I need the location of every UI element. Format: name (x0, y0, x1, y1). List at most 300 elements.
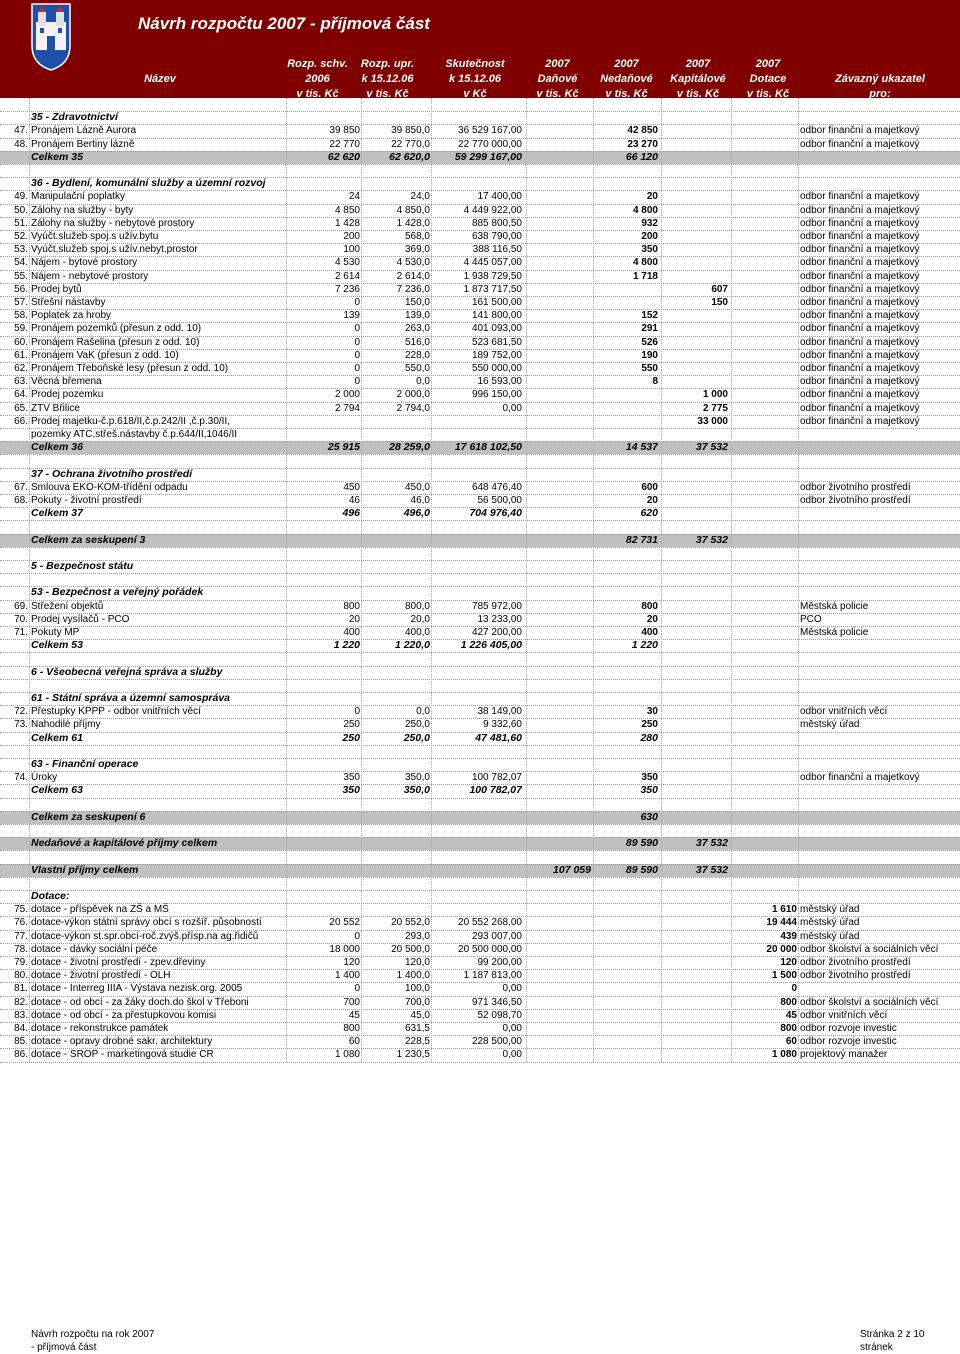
section-header-row (0, 758, 960, 771)
cell-neda: 30 (646, 706, 658, 718)
cell-n: 79. (14, 957, 28, 968)
cell-zav: městský úřad (800, 917, 860, 929)
cell-zav: městský úřad (800, 930, 860, 942)
row-divider (0, 798, 960, 799)
cell-skut: 59 299 167,00 (454, 150, 522, 163)
column-header-line: 2006 (305, 73, 330, 85)
cell-zav: odbor rozvoje investic (800, 1036, 897, 1048)
cell-upr: 2 000,0 (396, 389, 430, 401)
cell-zav: odbor finanční a majetkový (800, 336, 920, 348)
cell-schv: 100 (343, 244, 360, 256)
column-header-schv (285, 57, 350, 102)
spacer-row (0, 164, 960, 177)
row-divider (0, 560, 960, 561)
cell-schv: 0 (354, 930, 360, 942)
cell-neda: 350 (641, 772, 658, 784)
cell-upr: 20,0 (410, 613, 430, 625)
column-header-nazev (125, 57, 195, 102)
row-divider (0, 375, 960, 376)
cell-skut: 9 332,60 (483, 719, 522, 731)
cell-zav: odbor finanční a majetkový (800, 402, 920, 414)
section-header-row (0, 666, 960, 679)
row-divider (0, 494, 960, 495)
cell-upr: 263,0 (404, 323, 430, 335)
section-header-row (0, 586, 960, 599)
spacer-row (0, 547, 960, 560)
cell-schv: 18 000 (329, 943, 360, 955)
row-divider (0, 758, 960, 759)
total-row (0, 837, 960, 850)
cell-name: dotace - SROP - marketingová studie CR (31, 1049, 214, 1061)
row-divider (0, 586, 960, 587)
row-divider (0, 837, 960, 838)
cell-schv: 7 236 (334, 283, 360, 295)
cell-name: Zálohy na služby - nebytové prostory (31, 217, 195, 229)
section-header-row (0, 111, 960, 124)
cell-zav: PCO (800, 613, 822, 625)
cell-neda: 526 (641, 336, 658, 348)
table-row (0, 956, 960, 969)
table-row (0, 336, 960, 349)
row-divider (0, 626, 960, 627)
column-header-line: pro: (869, 88, 891, 100)
column-divider (798, 98, 799, 1062)
table-row (0, 217, 960, 230)
cell-neda: 350 (640, 784, 658, 797)
cell-name: Prodej pozemku (31, 389, 104, 401)
column-divider (431, 98, 432, 1062)
cell-upr: 350,0 (404, 772, 430, 784)
cell-dot: 1 500 (771, 970, 797, 982)
cell-neda: 200 (641, 231, 658, 242)
table-row (0, 943, 960, 956)
cell-neda: 1 718 (632, 270, 658, 282)
row-divider (0, 388, 960, 389)
cell-schv: 4 850 (334, 204, 360, 216)
table-row (0, 256, 960, 269)
cell-schv: 60 (348, 1036, 360, 1048)
footer-right (860, 1328, 924, 1354)
table-row (0, 362, 960, 375)
cell-n: 81. (14, 983, 28, 995)
spacer-row (0, 679, 960, 692)
column-header-line: 2007 (685, 58, 711, 70)
cell-skut: 20 500 000,00 (458, 943, 522, 955)
cell-neda: 350 (641, 244, 658, 256)
cell-neda: 800 (641, 600, 658, 612)
row-divider (0, 138, 960, 139)
row-divider (0, 771, 960, 772)
cell-n: 84. (14, 1023, 28, 1034)
cell-schv: 2 000 (334, 389, 360, 401)
column-header-line: Daňové (537, 73, 578, 85)
cell-upr: 1 220,0 (394, 639, 430, 652)
cell-schv: 350 (343, 772, 360, 784)
cell-n: 49. (14, 191, 28, 203)
row-divider (0, 890, 960, 891)
cell-n: 47. (14, 125, 28, 137)
total-row (0, 534, 960, 547)
cell-neda: 152 (641, 310, 658, 322)
cell-zav: odbor finanční a majetkový (800, 415, 920, 427)
row-divider (0, 864, 960, 865)
table-row (0, 402, 960, 415)
cell-upr: 22 770,0 (391, 138, 430, 150)
row-divider (0, 1035, 960, 1036)
cell-upr: 1 400,0 (396, 970, 430, 982)
cell-n: 63. (14, 376, 28, 388)
row-divider (0, 256, 960, 257)
cell-name: Vlastní příjmy celkem (31, 863, 139, 876)
row-divider (0, 481, 960, 482)
spacer-row (0, 877, 960, 890)
cell-neda: 8 (652, 376, 658, 388)
spacer-row (0, 850, 960, 863)
cell-upr: 0,0 (416, 376, 430, 388)
cell-name: Pronájem pozemků (přesun z odd. 10) (31, 323, 202, 335)
column-header-line: 2007 (614, 58, 639, 70)
cell-skut: 17 400,00 (477, 191, 522, 203)
footer-doc-name: Návrh rozpočtu na rok 2007 (31, 1329, 155, 1340)
row-divider (0, 903, 960, 904)
cell-n: 69. (14, 600, 28, 612)
total-row (0, 441, 960, 454)
cell-upr: 800,0 (404, 600, 430, 612)
cell-name: dotace - od obcí - za žáky doch.do škol v Třeboni (31, 996, 249, 1008)
cell-neda: 20 (646, 191, 658, 203)
table-row (0, 124, 960, 137)
cell-upr: 7 236,0 (396, 283, 430, 295)
table-row (0, 415, 960, 428)
table-row (0, 771, 960, 784)
column-header-line: Rozp. upr. (360, 58, 415, 70)
cell-skut: 971 346,50 (471, 996, 522, 1008)
cell-schv: 800 (343, 600, 360, 612)
column-divider (593, 98, 594, 1062)
cell-schv: 24 (348, 191, 360, 203)
cell-upr: 62 620,0 (389, 150, 430, 163)
cell-upr: 550,0 (404, 363, 430, 374)
cell-dot: 439 (780, 930, 797, 942)
cell-n: 68. (14, 495, 28, 506)
cell-n: 82. (14, 996, 28, 1008)
cell-skut: 99 200,00 (477, 957, 522, 968)
cell-name: dotace-výkon státní správy obcí s rozšíř. působností (31, 917, 262, 929)
cell-zav: městský úřad (800, 719, 860, 731)
cell-schv: 0 (354, 983, 360, 995)
cell-kap: 37 532 (695, 837, 728, 850)
cell-dot: 1 080 (771, 1049, 797, 1061)
cell-name: Prodej vysílačů - PCO (31, 613, 130, 625)
cell-schv: 450 (343, 481, 360, 493)
cell-name: dotace - dávky sociální péče (31, 943, 158, 955)
cell-dan: 107 059 (553, 863, 591, 876)
cell-name: Zálohy na služby - byty (31, 204, 134, 216)
row-divider (0, 732, 960, 733)
cell-schv: 45 (348, 1009, 360, 1021)
cell-n: 58. (14, 310, 28, 322)
cell-upr: 139,0 (404, 310, 430, 322)
column-header-line (125, 57, 195, 72)
cell-upr: 4 850,0 (396, 204, 430, 216)
row-divider (0, 441, 960, 442)
column-header-line (820, 57, 940, 72)
row-divider (0, 204, 960, 205)
cell-upr: 20 552,0 (391, 917, 430, 929)
spacer-row (0, 652, 960, 665)
cell-upr: 369,0 (404, 244, 430, 256)
cell-skut: 885 800,50 (471, 217, 522, 229)
cell-zav: odbor finanční a majetkový (800, 772, 920, 784)
cell-zav: odbor finanční a majetkový (800, 310, 920, 322)
cell-schv: 0 (354, 323, 360, 335)
cell-kap: 37 532 (695, 441, 728, 454)
row-divider (0, 534, 960, 535)
cell-dot: 20 000 (766, 943, 797, 955)
row-divider (0, 784, 960, 785)
table-row (0, 283, 960, 296)
column-header-upr (355, 57, 420, 102)
cell-neda: 14 537 (625, 441, 658, 454)
cell-upr: 450,0 (404, 481, 430, 493)
cell-name: Vyúčt.služeb spoj.s užív.bytu (31, 231, 159, 242)
cell-neda: 400 (641, 627, 658, 638)
cell-dot: 60 (785, 1036, 797, 1048)
row-divider (0, 402, 960, 403)
cell-skut: 22 770 000,00 (458, 138, 522, 150)
row-divider (0, 547, 960, 548)
cell-skut: 13 233,00 (477, 613, 522, 625)
cell-name: 6 - Všeobecná veřejná správa a služby (31, 665, 223, 678)
cell-schv: 0 (354, 297, 360, 308)
cell-skut: 47 481,60 (475, 731, 522, 744)
cell-name: Pronájem Třeboňské lesy (přesun z odd. 10) (31, 363, 229, 374)
cell-skut: 704 976,40 (469, 507, 522, 520)
row-divider (0, 639, 960, 640)
cell-schv: 20 552 (329, 917, 360, 929)
cell-zav: odbor finanční a majetkový (800, 363, 920, 374)
cell-zav: odbor finanční a majetkový (800, 244, 920, 256)
column-header-line: k 15.12.06 (361, 73, 414, 85)
cell-name: dotace - rekonstrukce památek (31, 1023, 169, 1034)
cell-upr: 1 230,5 (396, 1049, 430, 1061)
row-divider (0, 243, 960, 244)
table-row (0, 375, 960, 388)
cell-zav: odbor finanční a majetkový (800, 376, 920, 388)
column-divider (29, 98, 30, 1062)
cell-schv: 2 794 (334, 402, 360, 414)
table-row (0, 705, 960, 718)
cell-skut: 1 226 405,00 (460, 639, 522, 652)
row-divider (0, 982, 960, 983)
cell-skut: 1 187 813,00 (463, 970, 522, 982)
cell-name: Nájem - bytové prostory (31, 257, 138, 269)
header-banner (0, 0, 960, 98)
cell-name: Celkem 53 (31, 639, 83, 652)
row-divider (0, 124, 960, 125)
cell-zav: odbor vnitřních věcí (800, 706, 888, 718)
row-divider (0, 652, 960, 653)
cell-kap: 1 000 (702, 389, 728, 401)
row-divider (0, 415, 960, 416)
column-header-line: v tis. Kč (296, 88, 339, 100)
cell-n: 52. (14, 231, 28, 242)
cell-name: Celkem 61 (31, 731, 83, 744)
cell-n: 67. (14, 481, 28, 493)
cell-n: 54. (14, 257, 28, 269)
cell-dot: 0 (791, 983, 797, 995)
cell-name: Poplatek za hroby (31, 310, 112, 322)
row-divider (0, 916, 960, 917)
cell-name: Celkem 37 (31, 507, 83, 520)
cell-skut: 996 150,00 (471, 389, 522, 401)
cell-name: dotace - příspěvek na ZŠ a MŠ (31, 904, 169, 916)
cell-upr: 24,0 (410, 191, 430, 203)
cell-name: Nahodilé příjmy (31, 719, 101, 731)
cell-n: 56. (14, 283, 28, 295)
cell-upr: 293,0 (404, 930, 430, 942)
column-header-line: Název (144, 73, 176, 85)
cell-neda: 630 (640, 810, 658, 823)
row-divider (0, 666, 960, 667)
section-header-row (0, 177, 960, 190)
cell-zav: projektový manažer (800, 1049, 888, 1061)
row-divider (0, 969, 960, 970)
total-row (0, 507, 960, 520)
cell-name: 37 - Ochrana životního prostředí (31, 467, 193, 480)
row-divider (0, 111, 960, 112)
column-header-zav (820, 57, 940, 102)
table-row (0, 190, 960, 203)
column-header-line: Dotace (749, 73, 787, 85)
cell-name: Pronájem Bertiny lázně (31, 138, 135, 150)
cell-schv: 496 (342, 507, 360, 520)
cell-name: Prodej bytů (31, 283, 82, 295)
cell-name: dotace - Interreg IIIA - Výstava nezisk.org. 2005 (31, 983, 243, 995)
column-header-dan (530, 57, 585, 102)
cell-skut: 0,00 (502, 1023, 522, 1034)
cell-kap: 607 (711, 283, 728, 295)
column-divider (526, 98, 527, 1062)
row-divider (0, 177, 960, 178)
cell-neda: 620 (640, 507, 658, 520)
table-row (0, 230, 960, 243)
cell-name: Celkem 63 (31, 784, 83, 797)
cell-neda: 600 (641, 481, 658, 493)
section-header-row (0, 560, 960, 573)
table-row (0, 1022, 960, 1035)
cell-name: dotace - životní prostředí - zpev.dřeviny (31, 957, 206, 968)
cell-schv: 120 (343, 957, 360, 968)
total-row (0, 639, 960, 652)
cell-dot: 19 444 (766, 917, 797, 929)
cell-skut: 16 593,00 (477, 376, 522, 388)
cell-name: dotace-výkon st.spr.obcí-roč.zvýš.přísp.na ag.řidičů (31, 930, 259, 942)
cell-zav: odbor finanční a majetkový (800, 138, 920, 150)
cell-n: 51. (14, 217, 28, 229)
cell-skut: 38 149,00 (477, 706, 522, 718)
cell-name: Smlouva EKO-KOM-třídění odpadu (31, 481, 188, 493)
cell-zav: odbor vnitřních věcí (800, 1009, 888, 1021)
total-row (0, 151, 960, 164)
cell-upr: 1 428,0 (396, 217, 430, 229)
cell-n: 75. (14, 904, 28, 916)
cell-zav: odbor finanční a majetkový (800, 231, 920, 242)
cell-n: 55. (14, 270, 28, 282)
cell-name: Úroky (31, 772, 58, 784)
cell-n: 74. (14, 772, 28, 784)
cell-neda: 20 (646, 613, 658, 625)
cell-n: 66. (14, 415, 28, 427)
cell-skut: 17 618 102,50 (454, 441, 522, 454)
column-header-line: v tis. Kč (536, 88, 579, 100)
total-row (0, 784, 960, 797)
footer-page-number: Stránka 2 z 10 (860, 1329, 925, 1340)
cell-neda: 23 270 (627, 138, 658, 150)
cell-skut: 785 972,00 (471, 600, 522, 612)
column-header-line: Rozp. schv. (287, 58, 348, 70)
row-divider (0, 362, 960, 363)
cell-neda: 42 850 (627, 125, 658, 137)
row-divider (0, 705, 960, 706)
cell-kap: 150 (711, 297, 728, 308)
cell-zav: odbor finanční a majetkový (800, 297, 920, 308)
row-divider (0, 824, 960, 825)
cell-n: 83. (14, 1009, 28, 1021)
cell-n: 80. (14, 970, 28, 982)
cell-skut: 0,00 (502, 1049, 522, 1061)
cell-schv: 1 220 (333, 639, 360, 652)
document-title: Návrh rozpočtu 2007 - příjmová část (138, 14, 430, 33)
cell-upr: 20 500,0 (391, 943, 430, 955)
cell-schv: 700 (343, 996, 360, 1008)
cell-n: 70. (14, 613, 28, 625)
cell-schv: 2 614 (334, 270, 360, 282)
cell-name: dotace - životní prostředí - OLH (31, 970, 171, 982)
row-divider (0, 309, 960, 310)
row-divider (0, 454, 960, 455)
cell-schv: 350 (342, 784, 360, 797)
cell-zav: odbor životního prostředí (800, 957, 911, 968)
cell-schv: 25 915 (327, 441, 360, 454)
row-divider (0, 1022, 960, 1023)
spacer-row (0, 824, 960, 837)
cell-neda: 4 800 (632, 204, 658, 216)
cell-skut: 161 500,00 (471, 297, 522, 308)
cell-skut: 141 800,00 (471, 310, 522, 322)
row-divider (0, 151, 960, 152)
cell-schv: 39 850 (329, 125, 360, 137)
table-row (0, 309, 960, 322)
cell-name: Pronájem Lázně Aurora (31, 125, 137, 137)
cell-n: 85. (14, 1036, 28, 1048)
table-row (0, 388, 960, 401)
footer-page-label: stránek (860, 1342, 893, 1353)
column-header-line: Závazný ukazatel (835, 73, 925, 85)
cell-schv: 0 (354, 336, 360, 348)
row-divider (0, 956, 960, 957)
cell-zav: odbor životního prostředí (800, 481, 911, 493)
cell-zav: Městská policie (800, 600, 869, 612)
cell-kap: 2 775 (702, 402, 728, 414)
cell-name: Nedaňové a kapitálové příjmy celkem (31, 837, 218, 850)
cell-name: ZTV Břilice (31, 402, 80, 414)
row-divider (0, 692, 960, 693)
cell-zav: odbor finanční a majetkový (800, 125, 920, 137)
cell-name: dotace - opravy drobné sakr. architektury (31, 1036, 213, 1048)
cell-name: 5 - Bezpečnost státu (31, 560, 134, 572)
cell-upr: 568,0 (404, 231, 430, 242)
